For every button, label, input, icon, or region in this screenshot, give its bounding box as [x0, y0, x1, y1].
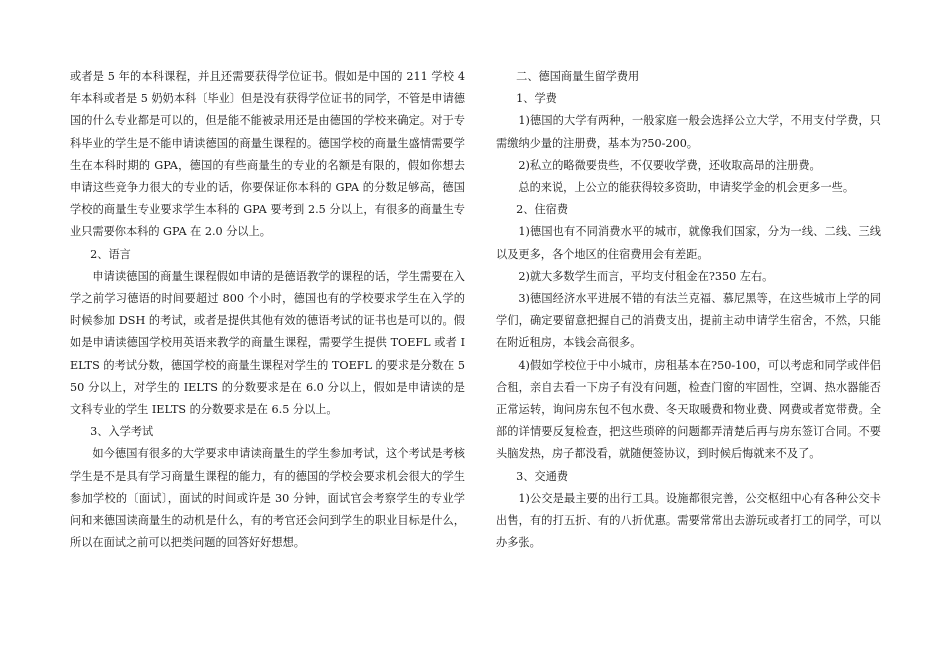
paragraph-degree-requirements: 或者是 5 年的本科课程，并且还需要获得学位证书。假如是中国的 211 学校 4 年本科或者是 5 奶奶本科〔毕业〕但是没有获得学位证书的同学，不管是申请德国的什么专业都是可以的，但是能不能被录用还是由德国的学校来确定。对于专科毕业的学生是不能申请读德国的商量生课程的。德国学校的商量生盛情需要学生在本科时期的 GPA，德国的有些商量生的专业的名额是有限的，假如你想去申请这些竞争力很大的专业的话，你要保证你本科的 GPA 的分数足够高，德国学校的商量生专业要求学生本科的 GPA 要考到 2.5 分以上，有很多的商量生专业只需要你本科的 GPA 在 2.0 分以上。	[70, 70, 465, 239]
paragraph-housing-big-cities: 3)德国经济水平进展不错的有法兰克福、慕尼黑等，在这些城市上学的同学们，确定要留意把握自己的消费支出，提前主动申请学生宿舍，不然，只能在附近租房，本钱会高很多。	[496, 292, 881, 350]
paragraph-housing-small-cities: 4)假如学校位于中小城市，房租基本在?50-100，可以考虑和同学或伴侣合租，亲自去看一下房子有没有问题，检查门窗的牢固性，空调、热水器能否正常运转，询问房东包不包水费、冬天取暖费和物业费、网费或者宽带费。全部的详情要反复检查，把这些琐碎的问题都弄清楚后再与房东签订合同。不要头脑发热，房子都没看，就随便签协议，到时候后悔就来不及了。	[496, 358, 881, 461]
paragraph-tuition-private: 2)私立的略微要贵些，不仅要收学费，还收取高昂的注册费。	[518, 158, 821, 172]
paragraph-housing-cities: 1)德国也有不同消费水平的城市，就像我们国家，分为一线、二线、三线以及更多，各个地区的住宿费用会有差距。	[496, 225, 881, 261]
paragraph-transport-bus: 1)公交是最主要的出行工具。设施都很完善，公交枢纽中心有各种公交卡出售，有的打五折、有的八折优惠。需要常常出去游玩或者打工的同学，可以办多张。	[496, 491, 881, 550]
left-column	[70, 66, 465, 554]
paragraph-housing-rent: 2)就大多数学生而言，平均支付租金在?350 左右。	[518, 269, 774, 283]
heading-entrance-exam: 3、入学考试	[90, 425, 154, 439]
right-column	[496, 66, 881, 554]
paragraph-tuition-summary: 总的来说，上公立的能获得较多资助，申请奖学金的机会更多一些。	[518, 181, 855, 195]
paragraph-tuition-public: 1)德国的大学有两种，一般家庭一般会选择公立大学，不用支付学费，只需缴纳少量的注册费，基本为?50-200。	[496, 114, 881, 150]
heading-study-costs: 二、德国商量生留学费用	[516, 70, 640, 83]
heading-tuition: 1、学费	[516, 92, 557, 106]
paragraph-language-requirements: 申请读德国的商量生课程假如申请的是德语教学的课程的话，学生需要在入学之前学习德语的时间要超过 800 个小时，德国也有的学校要求学生在入学的时候参加 DSH 的考试，或者是提供其他有效的德语考试的证书也是可以的。假如是申请读德国学校用英语来教学的商量生课程，需要学生提供 TOEFL 或者 IELTS 的考试分数，德国学校的商量生课程对学生的 TOEFL 的要求是分数在 550 分以上，对学生的 IELTS 的分数要求是在 6.0 分以上，假如是申请读的是文科专业的学生 IELTS 的分数要求是在 6.5 分以上。	[70, 269, 465, 417]
paragraph-entrance-exam: 如今德国有很多的大学要求申请读商量生的学生参加考试，这个考试是考核学生是不是具有学习商量生课程的能力，有的德国的学校会要求机会很大的学生参加学校的〔面试〕，面试的时间或许是 30 分钟，面试官会考察学生的专业学问和来德国读商量生的动机是什么，有的考官还会问到学生的职业目标是什么，所以在面试之前可以把类问题的回答好好想想。	[70, 447, 465, 550]
heading-housing: 2、住宿费	[516, 203, 569, 217]
heading-transport: 3、交通费	[516, 469, 569, 483]
heading-language: 2、语言	[90, 247, 131, 261]
